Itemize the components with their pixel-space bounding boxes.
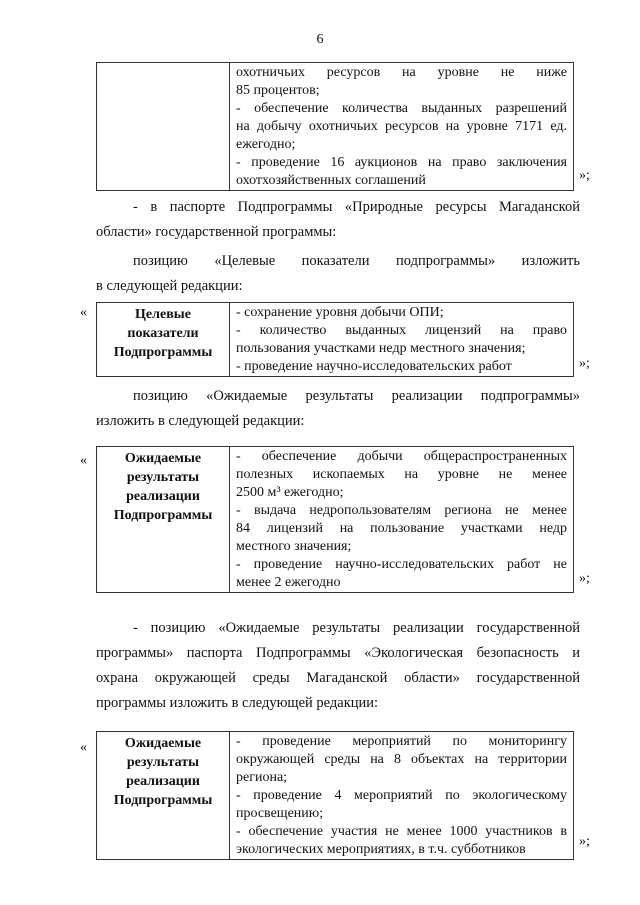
table-line: - сохранение уровня добычи ОПИ; <box>236 305 444 320</box>
close-quote: »; <box>579 356 590 371</box>
table-line: - обеспечение добычи общераспространенных <box>236 449 567 464</box>
table-value-cell <box>230 63 574 191</box>
close-quote: »; <box>579 571 590 586</box>
paragraph-expected-results <box>96 384 580 434</box>
paragraph-passport-natural-resources <box>96 195 580 245</box>
table-target-indicators <box>96 302 574 377</box>
paragraph-line: программы» паспорта Подпрограммы «Экологическая безопасность и <box>96 645 580 661</box>
paragraph-line: программы изложить в следующей редакции: <box>96 695 379 711</box>
table-expected-results-ecology <box>96 731 574 860</box>
table-line: 2500 м³ ежегодно; <box>236 485 344 500</box>
table-line: полезных ископаемых на уровне не менее <box>236 467 567 482</box>
paragraph-line: охрана окружающей среды Магаданской области» государственной <box>96 670 580 686</box>
table-line: - выдача недропользователям региона не менее <box>236 503 567 518</box>
label-line: Подпрограммы <box>113 793 213 808</box>
table-line: - обеспечение количества выданных разрешений <box>236 101 567 116</box>
table-line: менее 2 ежегодно <box>236 575 341 590</box>
paragraph-line: области» государственной программы: <box>96 224 337 240</box>
paragraph-line: позицию «Целевые показатели подпрограммы» изложить <box>133 253 580 269</box>
paragraph-line: - в паспорте Подпрограммы «Природные ресурсы Магаданской <box>133 199 580 215</box>
table-line: - проведение мероприятий по мониторингу <box>236 734 567 749</box>
table-line: окружающей среды на 8 объектах на территории <box>236 752 567 767</box>
paragraph-line: изложить в следующей редакции: <box>96 413 305 429</box>
open-quote: « <box>80 740 87 755</box>
table-line: 85 процентов; <box>236 83 320 98</box>
table-line: - проведение научно-исследовательских работ <box>236 359 512 374</box>
table-line: пользования участками недр местного значения; <box>236 341 526 356</box>
paragraph-line: - позицию «Ожидаемые результаты реализации государственной <box>133 620 580 636</box>
table-expected-results-subprogram <box>96 446 574 593</box>
table-line: - проведение 4 мероприятий по экологическому <box>236 788 567 803</box>
paragraph-target-indicators <box>96 249 580 299</box>
table-line: ежегодно; <box>236 137 296 152</box>
label-line: результаты <box>126 755 200 770</box>
open-quote: « <box>80 305 87 320</box>
label-line: Целевые <box>135 307 191 322</box>
close-quote: »; <box>579 168 590 183</box>
table-line: региона; <box>236 770 288 785</box>
table-continuation <box>96 62 574 191</box>
table-line: охотхозяйственных соглашений <box>236 173 426 188</box>
table-value-cell <box>230 303 574 377</box>
table-line: - обеспечение участия не менее 1000 участников в <box>236 824 567 839</box>
paragraph-line: позицию «Ожидаемые результаты реализации подпрограммы» <box>133 388 580 404</box>
table-line: 84 лицензий на пользование участками недр <box>236 521 567 536</box>
label-line: результаты <box>126 470 200 485</box>
paragraph-line: в следующей редакции: <box>96 278 243 294</box>
label-line: Ожидаемые <box>124 451 202 466</box>
table-line: местного значения; <box>236 539 352 554</box>
close-quote: »; <box>579 834 590 849</box>
table-line: - проведение 16 аукционов на право заключения <box>236 155 567 170</box>
paragraph-ecological-safety <box>96 616 580 716</box>
table-label-cell <box>97 447 230 593</box>
label-line: Ожидаемые <box>124 736 202 751</box>
label-line: Подпрограммы <box>113 508 213 523</box>
table-label-cell <box>97 732 230 860</box>
table-line: - проведение научно-исследовательских работ не <box>236 557 567 572</box>
table-line: - количество выданных лицензий на право <box>236 323 567 338</box>
label-line: показатели <box>127 326 199 341</box>
label-line: реализации <box>126 489 200 504</box>
open-quote: « <box>80 453 87 468</box>
table-line: экологических мероприятиях, в т.ч. субботников <box>236 842 526 857</box>
table-line: на добычу охотничьих ресурсов на уровне 7171 ед. <box>236 119 567 134</box>
table-label-cell-empty <box>97 63 230 191</box>
table-value-cell <box>230 732 574 860</box>
table-line: просвещению; <box>236 806 324 821</box>
label-line: реализации <box>126 774 200 789</box>
page-number: 6 <box>316 32 324 47</box>
table-value-cell <box>230 447 574 593</box>
table-label-cell <box>97 303 230 377</box>
label-line: Подпрограммы <box>113 345 213 360</box>
table-line: охотничьих ресурсов на уровне не ниже <box>236 65 567 80</box>
